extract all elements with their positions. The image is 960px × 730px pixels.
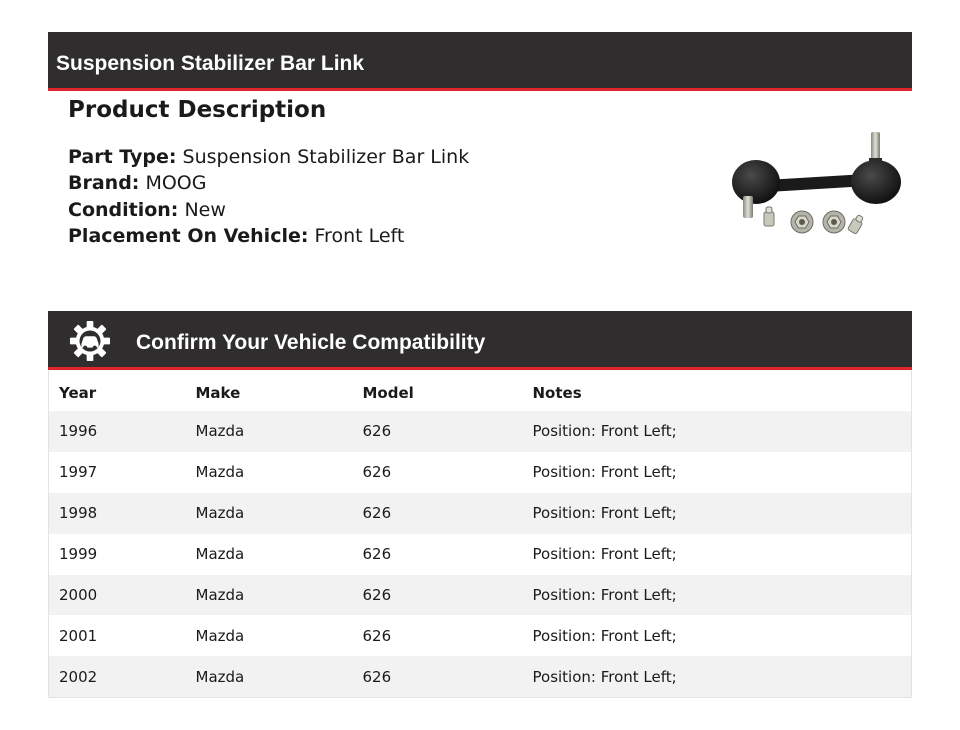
cell-model: 626: [353, 534, 523, 575]
cell-make: Mazda: [186, 493, 353, 534]
cell-make: Mazda: [186, 656, 353, 697]
placement-label: Placement On Vehicle:: [68, 224, 309, 247]
product-description: [68, 97, 688, 249]
table-row: [49, 575, 912, 616]
cell-notes: Position: Front Left;: [523, 411, 912, 452]
cell-model: 626: [353, 411, 523, 452]
cell-notes: Position: Front Left;: [523, 615, 912, 656]
cell-model: 626: [353, 615, 523, 656]
cell-year: 2000: [49, 575, 186, 616]
cell-notes: Position: Front Left;: [523, 493, 912, 534]
cell-year: 2001: [49, 615, 186, 656]
gear-car-icon: [68, 320, 112, 362]
cell-make: Mazda: [186, 575, 353, 616]
part-type-row: [68, 144, 688, 170]
cell-make: Mazda: [186, 534, 353, 575]
product-title: Suspension Stabilizer Bar Link: [56, 52, 365, 75]
cell-notes: Position: Front Left;: [523, 656, 912, 697]
table-row: [49, 615, 912, 656]
col-make: Make: [186, 370, 353, 411]
table-row: [49, 411, 912, 452]
part-type-label: Part Type:: [68, 146, 177, 168]
cell-year: 1998: [49, 493, 186, 534]
col-model: Model: [353, 370, 523, 411]
col-notes: Notes: [523, 370, 912, 411]
cell-model: 626: [353, 452, 523, 493]
cell-year: 1999: [49, 534, 186, 575]
table-header-row: [49, 370, 912, 411]
table-row: [49, 493, 912, 534]
cell-make: Mazda: [186, 615, 353, 656]
cell-model: 626: [353, 656, 523, 697]
brand-row: [68, 170, 688, 196]
cell-notes: Position: Front Left;: [523, 575, 912, 616]
table-row: [49, 656, 912, 697]
table-row: [49, 534, 912, 575]
cell-model: 626: [353, 493, 523, 534]
cell-model: 626: [353, 575, 523, 616]
placement-row: [68, 223, 688, 249]
placement-value: Front Left: [314, 224, 405, 247]
table-row: [49, 452, 912, 493]
product-header: [48, 32, 912, 91]
compatibility-title: Confirm Your Vehicle Compatibility: [136, 331, 486, 354]
cell-year: 1997: [49, 452, 186, 493]
brand-label: Brand:: [68, 172, 140, 195]
condition-row: [68, 197, 688, 223]
part-type-value: Suspension Stabilizer Bar Link: [182, 146, 470, 168]
cell-make: Mazda: [186, 452, 353, 493]
compatibility-header: [48, 311, 912, 370]
compatibility-table: [48, 370, 912, 698]
cell-year: 1996: [49, 411, 186, 452]
cell-make: Mazda: [186, 411, 353, 452]
cell-notes: Position: Front Left;: [523, 452, 912, 493]
cell-notes: Position: Front Left;: [523, 534, 912, 575]
brand-value: MOOG: [145, 172, 207, 195]
col-year: Year: [49, 370, 186, 411]
condition-value: New: [184, 198, 226, 221]
product-image: [728, 128, 908, 240]
description-heading: Product Description: [68, 97, 327, 123]
condition-label: Condition:: [68, 198, 179, 221]
cell-year: 2002: [49, 656, 186, 697]
